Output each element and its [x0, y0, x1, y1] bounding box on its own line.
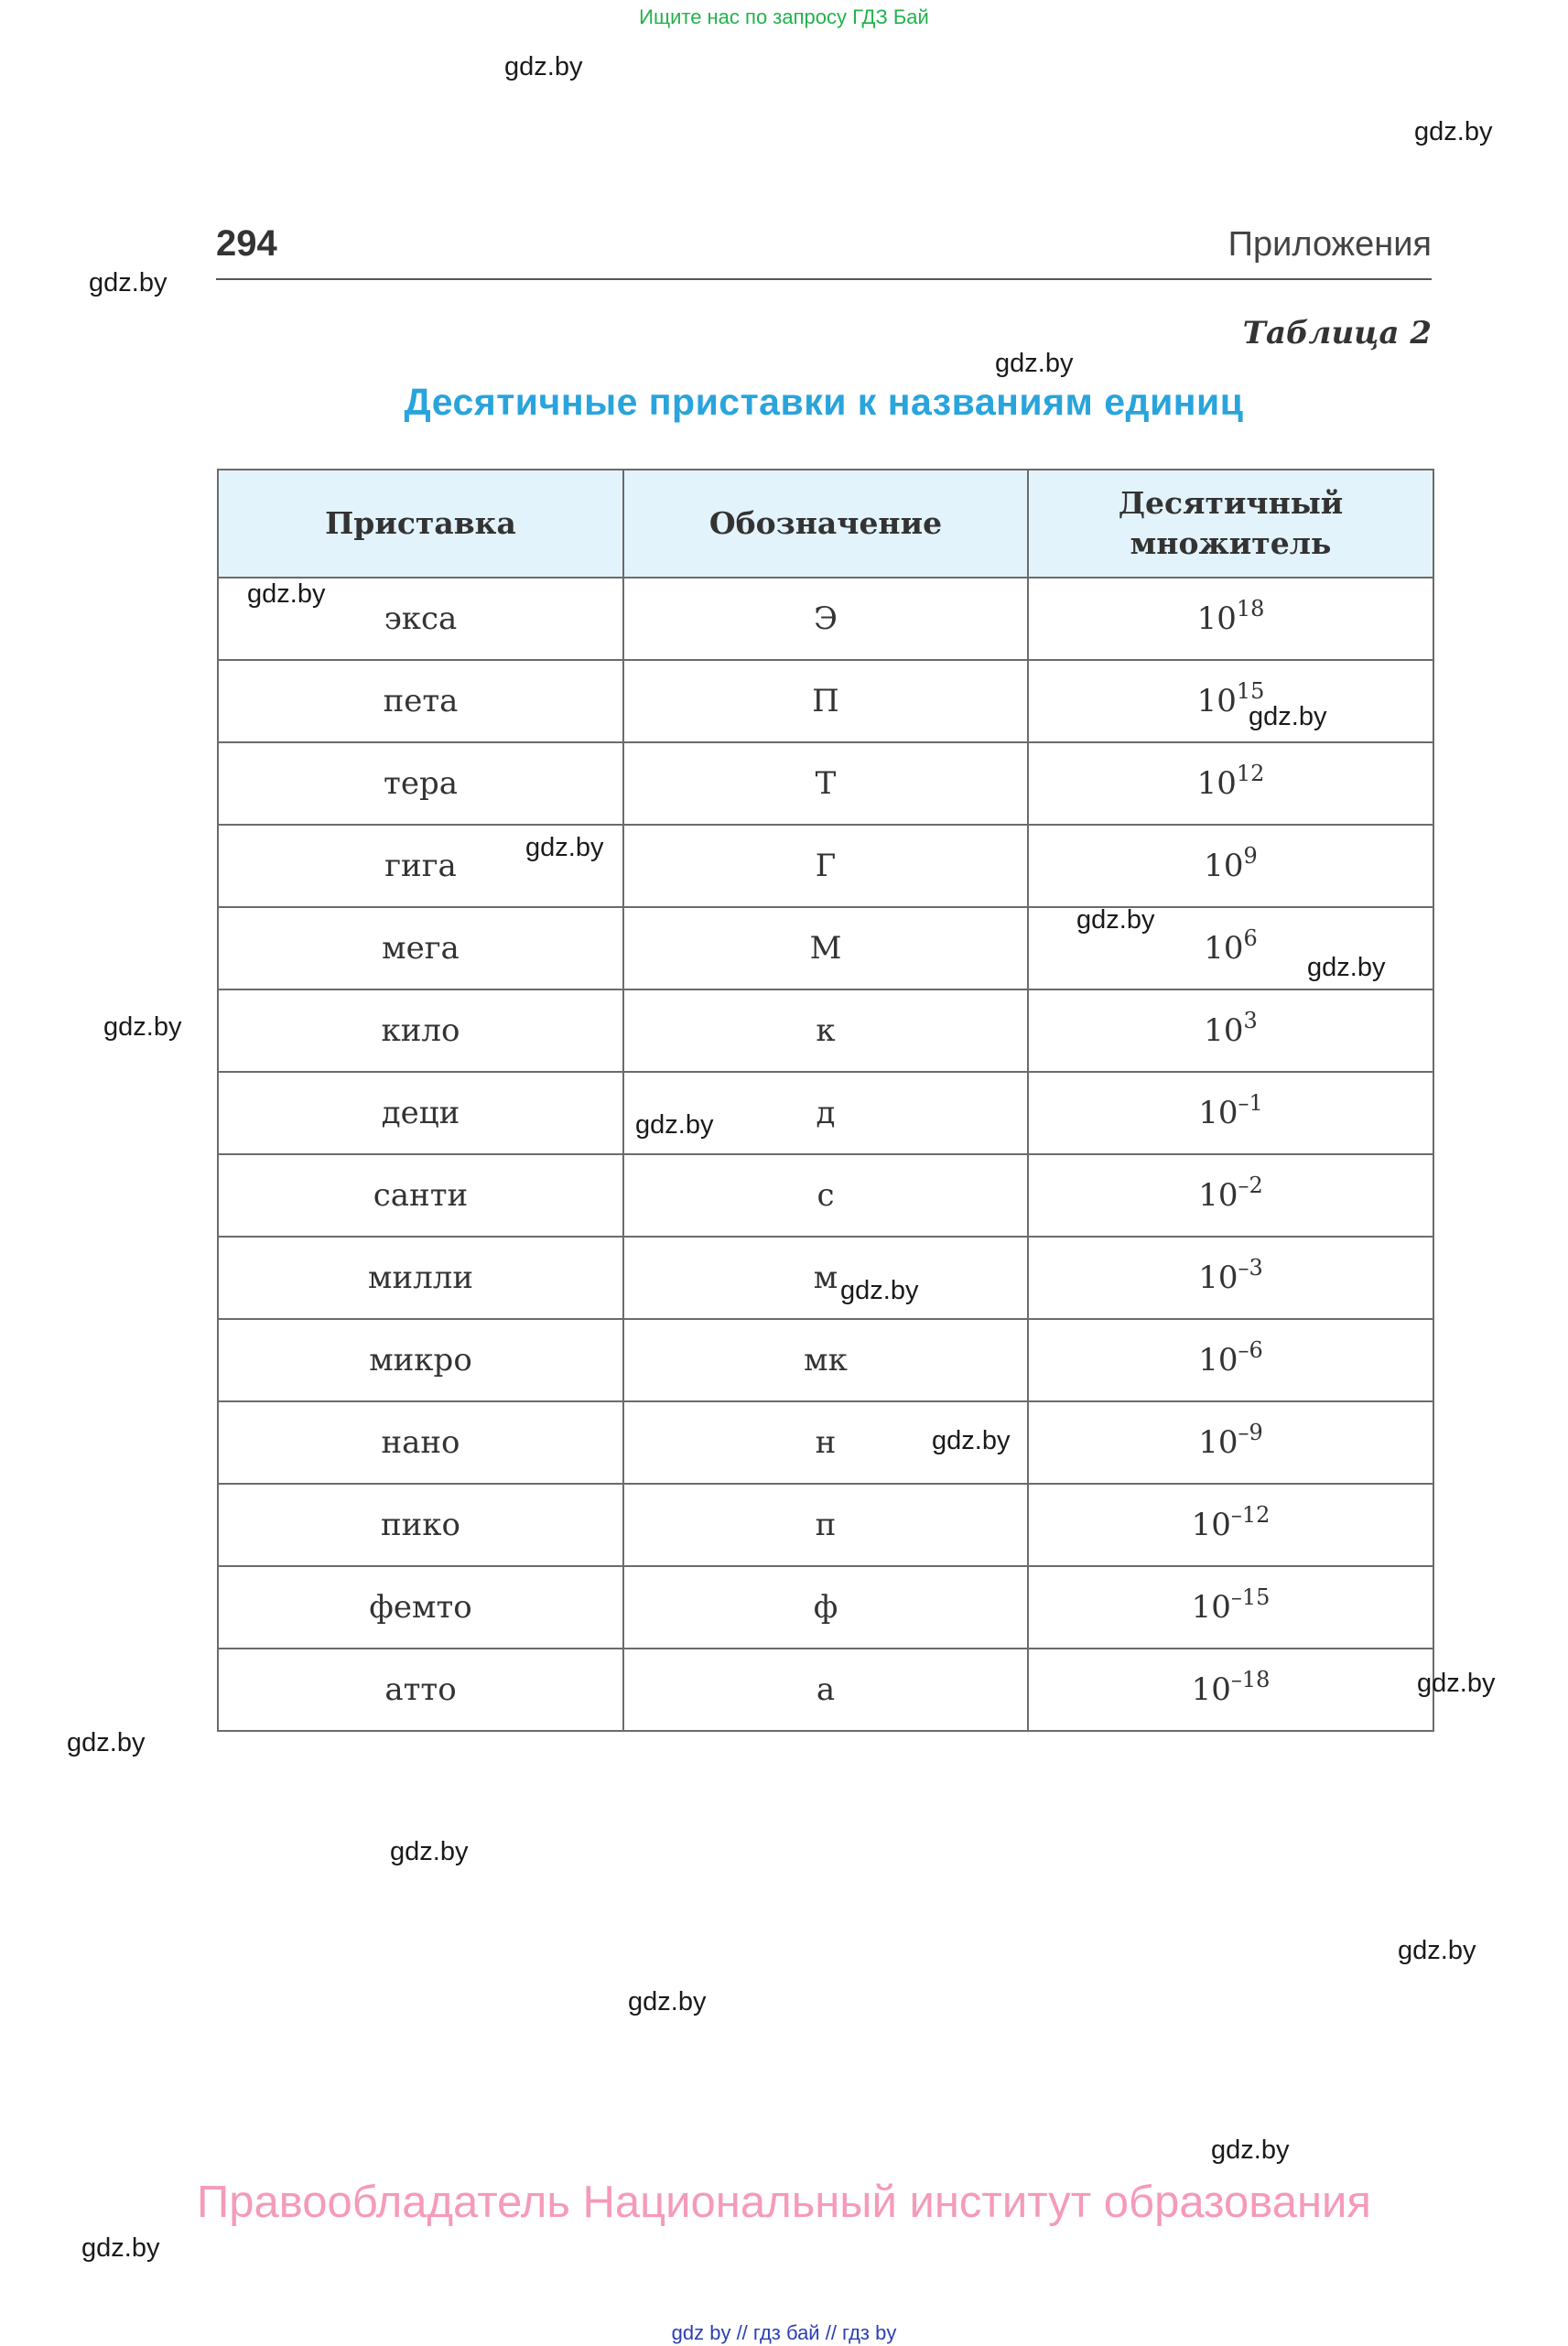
watermark: gdz.by: [840, 1276, 919, 1305]
prefix-cell: милли: [218, 1237, 623, 1319]
prefix-cell: экса: [218, 578, 623, 660]
multiplier-exponent: –6: [1238, 1337, 1263, 1363]
multiplier-cell: [1028, 989, 1433, 1072]
multiplier-base: 10: [1204, 848, 1244, 884]
watermark: gdz.by: [67, 1728, 146, 1757]
section-title: Приложения: [1227, 225, 1432, 264]
prefixes-table: [217, 469, 1434, 1732]
symbol-cell: п: [623, 1484, 1028, 1566]
watermark: gdz.by: [390, 1837, 469, 1866]
multiplier-cell: [1028, 660, 1433, 742]
table-row: [218, 1072, 1433, 1154]
multiplier-exponent: –2: [1238, 1173, 1263, 1198]
table-label: Таблица 2: [1242, 315, 1432, 351]
multiplier-exponent: –12: [1230, 1502, 1271, 1528]
copyright-notice: Правообладатель Национальный институт образования: [197, 2178, 1371, 2227]
watermark: gdz.by: [81, 2233, 160, 2263]
watermark: gdz.by: [628, 1987, 707, 2016]
multiplier-base: 10: [1196, 600, 1237, 637]
multiplier-cell: [1028, 1401, 1433, 1484]
multiplier-base: 10: [1198, 1095, 1238, 1131]
multiplier-exponent: –15: [1230, 1584, 1271, 1610]
symbol-cell: Г: [623, 825, 1028, 907]
multiplier-cell: [1028, 578, 1433, 660]
top-banner[interactable]: Ищите нас по запросу ГДЗ Бай: [639, 5, 929, 28]
multiplier-cell: [1028, 1566, 1433, 1649]
watermark: gdz.by: [504, 52, 583, 81]
multiplier-exponent: 18: [1236, 596, 1265, 622]
multiplier-cell: [1028, 1237, 1433, 1319]
multiplier-exponent: 3: [1243, 1008, 1258, 1033]
prefix-cell: пико: [218, 1484, 623, 1566]
prefix-cell: микро: [218, 1319, 623, 1401]
multiplier-base: 10: [1191, 1507, 1231, 1543]
table-row: [218, 1319, 1433, 1401]
watermark: gdz.by: [1414, 117, 1493, 146]
multiplier-cell: [1028, 742, 1433, 825]
prefix-cell: тера: [218, 742, 623, 825]
prefix-cell: нано: [218, 1401, 623, 1484]
watermark: gdz.by: [103, 1012, 182, 1042]
symbol-cell: м: [623, 1237, 1028, 1319]
table-header-row: [218, 470, 1433, 578]
watermark: gdz.by: [1211, 2135, 1290, 2165]
multiplier-base: 10: [1191, 1671, 1231, 1708]
symbol-cell: Э: [623, 578, 1028, 660]
multiplier-cell: [1028, 1649, 1433, 1731]
watermark: gdz.by: [1307, 953, 1386, 982]
symbol-cell: д: [623, 1072, 1028, 1154]
column-header-symbol: Обозначение: [623, 470, 1028, 578]
symbol-cell: н: [623, 1401, 1028, 1484]
table-row: [218, 1566, 1433, 1649]
multiplier-exponent: –9: [1238, 1420, 1263, 1445]
multiplier-cell: [1028, 1484, 1433, 1566]
table-row: [218, 1154, 1433, 1237]
page-number: 294: [216, 223, 277, 264]
multiplier-base: 10: [1198, 1424, 1238, 1461]
watermark: gdz.by: [635, 1110, 714, 1140]
multiplier-base: 10: [1204, 1012, 1244, 1049]
table-row: [218, 825, 1433, 907]
prefix-cell: деци: [218, 1072, 623, 1154]
multiplier-base: 10: [1198, 1259, 1238, 1296]
multiplier-exponent: –3: [1238, 1255, 1263, 1281]
multiplier-exponent: 15: [1236, 678, 1265, 704]
multiplier-cell: [1028, 1154, 1433, 1237]
table-row: [218, 578, 1433, 660]
watermark: gdz.by: [1076, 905, 1155, 935]
bottom-links[interactable]: gdz by // гдз бай // гдз by: [671, 2321, 897, 2344]
symbol-cell: М: [623, 907, 1028, 989]
watermark: gdz.by: [247, 579, 326, 609]
table-row: [218, 989, 1433, 1072]
watermark: gdz.by: [995, 349, 1074, 378]
table-row: [218, 742, 1433, 825]
table-row: [218, 1649, 1433, 1731]
watermark: gdz.by: [525, 833, 604, 862]
symbol-cell: а: [623, 1649, 1028, 1731]
multiplier-base: 10: [1196, 683, 1237, 719]
table-title: Десятичные приставки к названиям единиц: [404, 381, 1244, 423]
symbol-cell: Т: [623, 742, 1028, 825]
multiplier-base: 10: [1198, 1342, 1238, 1378]
symbol-cell: с: [623, 1154, 1028, 1237]
symbol-cell: ф: [623, 1566, 1028, 1649]
watermark: gdz.by: [1398, 1936, 1476, 1965]
multiplier-cell: [1028, 1319, 1433, 1401]
multiplier-base: 10: [1191, 1589, 1231, 1626]
multiplier-exponent: 6: [1243, 925, 1258, 951]
table-row: [218, 907, 1433, 989]
prefix-cell: кило: [218, 989, 623, 1072]
header-rule: [216, 278, 1432, 280]
watermark: gdz.by: [1417, 1669, 1496, 1698]
watermark: gdz.by: [1249, 702, 1327, 731]
multiplier-exponent: –18: [1230, 1667, 1271, 1692]
prefix-cell: пета: [218, 660, 623, 742]
table-row: [218, 1484, 1433, 1566]
symbol-cell: мк: [623, 1319, 1028, 1401]
symbol-cell: к: [623, 989, 1028, 1072]
prefix-cell: атто: [218, 1649, 623, 1731]
multiplier-cell: [1028, 825, 1433, 907]
prefix-cell: гига: [218, 825, 623, 907]
multiplier-exponent: 9: [1243, 843, 1258, 869]
table-row: [218, 1401, 1433, 1484]
multiplier-exponent: –1: [1238, 1090, 1263, 1116]
symbol-cell: П: [623, 660, 1028, 742]
multiplier-exponent: 12: [1236, 761, 1265, 786]
multiplier-cell: [1028, 1072, 1433, 1154]
watermark: gdz.by: [89, 268, 168, 297]
prefix-cell: санти: [218, 1154, 623, 1237]
watermark: gdz.by: [932, 1426, 1011, 1455]
table-row: [218, 1237, 1433, 1319]
column-header-prefix: Приставка: [218, 470, 623, 578]
column-header-multiplier: Десятичный множитель: [1028, 470, 1433, 578]
prefix-cell: фемто: [218, 1566, 623, 1649]
multiplier-base: 10: [1198, 1177, 1238, 1214]
prefix-cell: мега: [218, 907, 623, 989]
multiplier-base: 10: [1204, 930, 1244, 967]
multiplier-base: 10: [1196, 765, 1237, 802]
